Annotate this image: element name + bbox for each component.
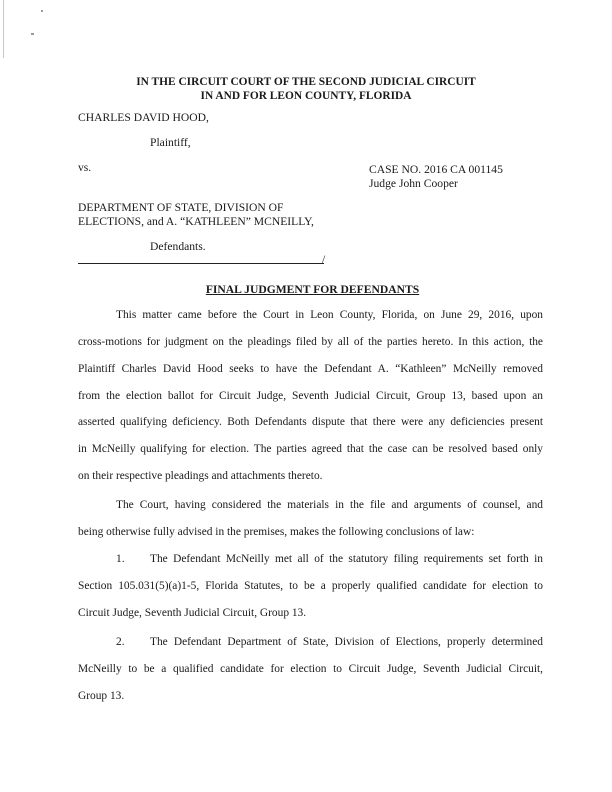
judge-name: Judge John Cooper [369,177,458,190]
scan-speck [41,10,43,12]
defendant-role: Defendants. [150,240,206,253]
item-1-line: Section 105.031(5)(a)1-5, Florida Statutes, to be a properly qualified candidate for election to [78,580,543,592]
item-1-line: The Defendant McNeilly met all of the statutory filing requirements set forth in [150,553,543,565]
plaintiff-role: Plaintiff, [150,136,191,149]
paragraph-1-line: asserted qualifying deficiency. Both Defendants dispute that there were any deficiencies present [78,416,543,428]
versus-label: vs. [78,161,92,174]
defendant-name-line2: ELECTIONS, and A. “KATHLEEN” MCNEILLY, [78,215,314,228]
plaintiff-name: CHARLES DAVID HOOD, [78,111,209,124]
paragraph-2-line: being otherwise fully advised in the premises, makes the following conclusions of law: [78,526,475,538]
item-2-line: McNeilly to be a qualified candidate for election to Circuit Judge, Seventh Judicial Circuit, [78,663,543,675]
paragraph-1-line: cross-motions for judgment on the pleadings filed by all of the parties hereto. In this action, the [78,336,543,348]
item-1-line: Circuit Judge, Seventh Judicial Circuit, Group 13. [78,607,307,619]
document-title: FINAL JUDGMENT FOR DEFENDANTS [205,283,420,296]
scan-speck [31,33,34,35]
paragraph-1-line: This matter came before the Court in Leon County, Florida, on June 29, 2016, upon [116,309,543,321]
court-heading-line2: IN AND FOR LEON COUNTY, FLORIDA [200,90,412,102]
item-2-number: 2. [116,636,125,648]
court-heading-line1: IN THE CIRCUIT COURT OF THE SECOND JUDICIAL CIRCUIT [136,76,476,88]
scan-margin-line [3,0,4,58]
paragraph-2-line: The Court, having considered the materials in the file and arguments of counsel, and [116,499,543,511]
paragraph-1-line: in McNeilly qualifying for election. The parties agreed that the case can be resolved based only [78,443,543,455]
item-2-line: The Defendant Department of State, Division of Elections, properly determined [150,636,543,648]
case-number: CASE NO. 2016 CA 001145 [369,163,503,176]
item-2-line: Group 13. [78,690,125,702]
caption-rule [78,263,324,264]
paragraph-1-line: on their respective pleadings and attachments thereto. [78,470,323,482]
paragraph-1-line: Plaintiff Charles David Hood seeks to have the Defendant A. “Kathleen” McNeilly removed [78,363,543,375]
caption-rule-slash: / [322,253,326,266]
defendant-name-line1: DEPARTMENT OF STATE, DIVISION OF [78,201,284,214]
item-1-number: 1. [116,553,125,565]
paragraph-1-line: from the election ballot for Circuit Judge, Seventh Judicial Circuit, Group 13, based upon an [78,390,543,402]
